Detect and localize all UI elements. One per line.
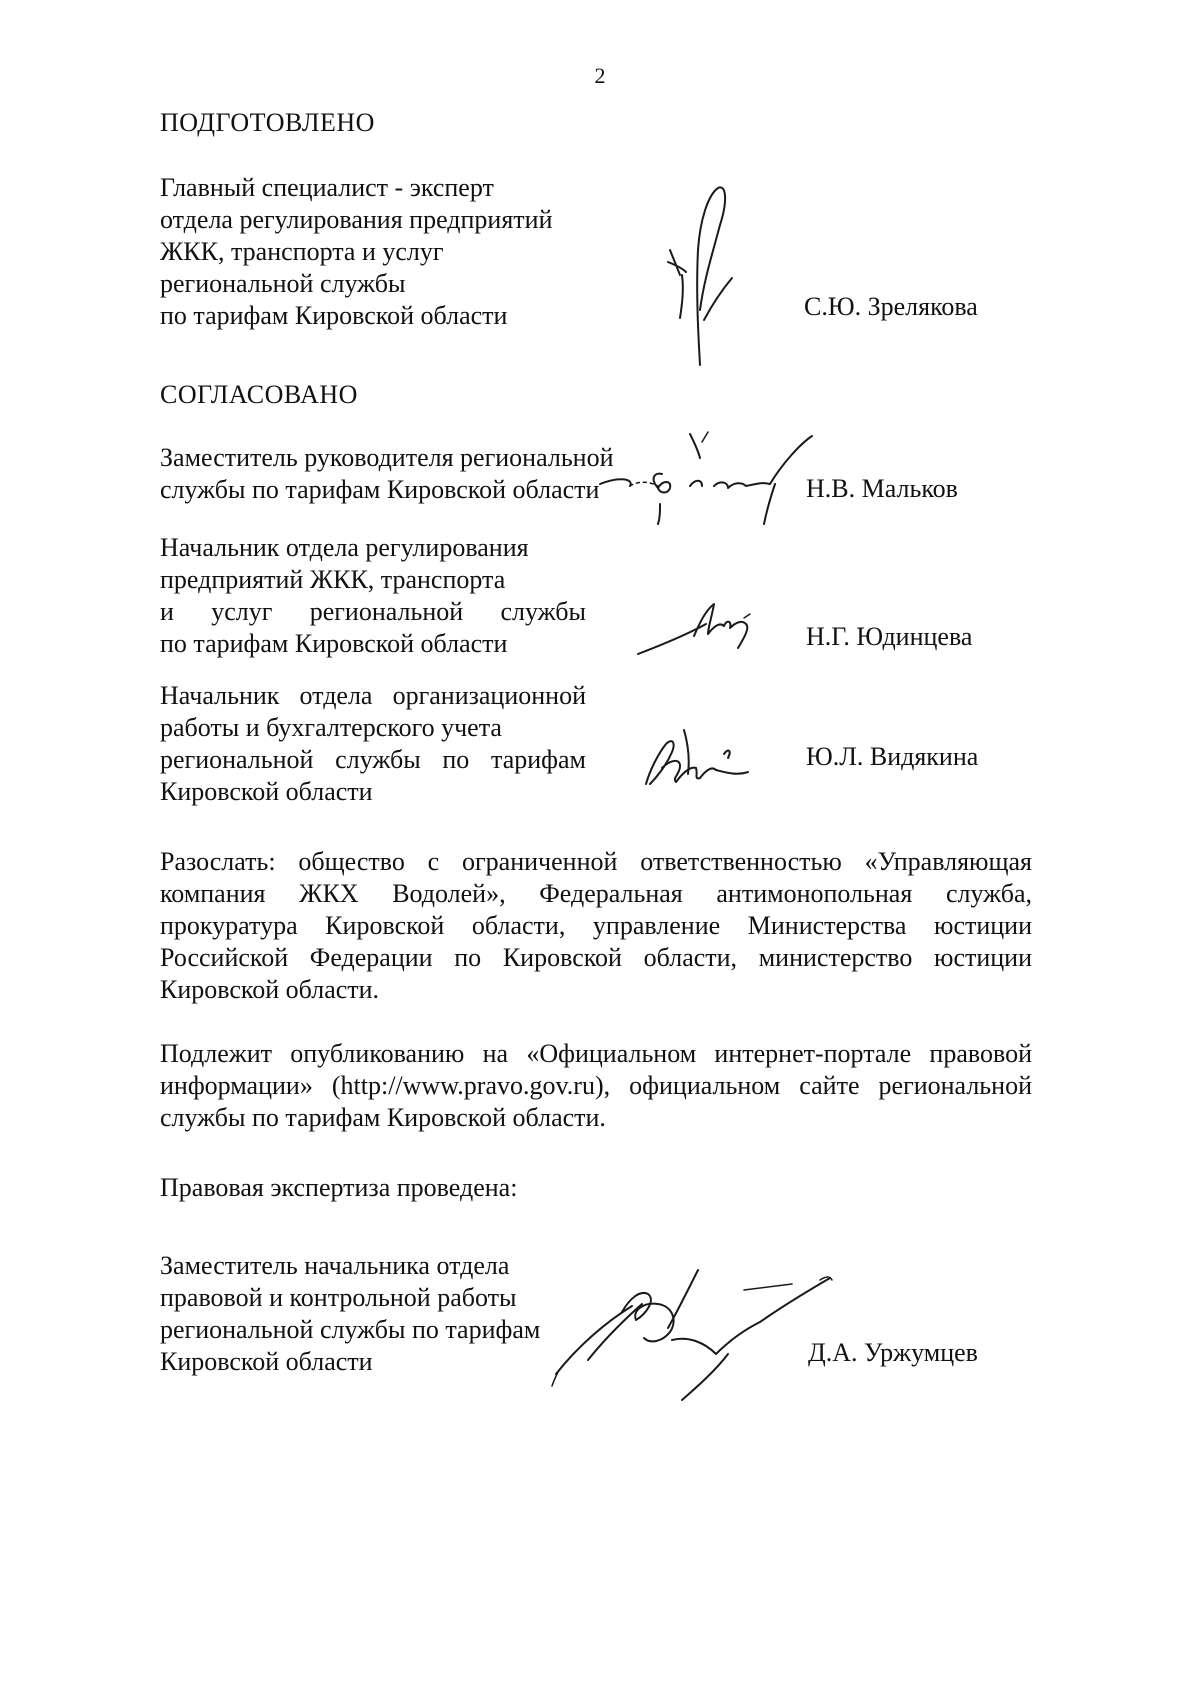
agreed-signer-1-position bbox=[160, 442, 614, 506]
position-line: и услуг региональной службы bbox=[160, 597, 586, 626]
legal-review-heading: Правовая экспертиза проведена: bbox=[160, 1173, 518, 1202]
agreed-signer-1-name: Н.В. Мальков bbox=[806, 474, 958, 503]
prepared-position bbox=[160, 172, 553, 332]
agreed-signer-2-name: Н.Г. Юдинцева bbox=[806, 622, 973, 651]
prepared-name: С.Ю. Зрелякова bbox=[804, 292, 978, 321]
prepared-position-line: Главный специалист - эксперт bbox=[160, 173, 494, 202]
position-line: по тарифам Кировской области bbox=[160, 629, 508, 658]
position-line: правовой и контрольной работы bbox=[160, 1283, 517, 1312]
position-line: службы по тарифам Кировской области bbox=[160, 475, 600, 504]
prepared-heading: ПОДГОТОВЛЕНО bbox=[160, 108, 375, 137]
prepared-position-line: отдела регулирования предприятий bbox=[160, 205, 553, 234]
distribution-line: Кировской области. bbox=[160, 975, 380, 1004]
prepared-position-line: ЖКК, транспорта и услуг bbox=[160, 237, 444, 266]
distribution-line: Разослать: общество с ограниченной ответственностью «Управляющая bbox=[160, 847, 1032, 876]
publication-line: информации» (http://www.pravo.gov.ru), официальном сайте региональной bbox=[160, 1071, 1032, 1100]
position-line: Начальник отдела регулирования bbox=[160, 533, 529, 562]
page-number: 2 bbox=[594, 63, 606, 88]
agreed-signer-3-position bbox=[160, 680, 586, 808]
publication-line: службы по тарифам Кировской области. bbox=[160, 1103, 606, 1132]
position-line: Начальник отдела организационной bbox=[160, 681, 586, 710]
position-line: предприятий ЖКК, транспорта bbox=[160, 565, 506, 594]
agreed-signer-2-position bbox=[160, 532, 586, 660]
signature-yudintseva bbox=[634, 598, 764, 660]
position-line: Кировской области bbox=[160, 1347, 373, 1376]
signature-zrelyakova bbox=[660, 180, 750, 370]
position-line: региональной службы по тарифам bbox=[160, 1315, 541, 1344]
prepared-position-line: региональной службы bbox=[160, 269, 406, 298]
legal-review-position bbox=[160, 1250, 540, 1378]
distribution-line: Российской Федерации по Кировской области, министерство юстиции bbox=[160, 943, 1032, 972]
legal-review-name: Д.А. Уржумцев bbox=[808, 1338, 978, 1367]
position-line: Заместитель руководителя региональной bbox=[160, 443, 614, 472]
agreed-heading: СОГЛАСОВАНО bbox=[160, 380, 358, 409]
distribution-line: прокуратура Кировской области, управление Министерства юстиции bbox=[160, 911, 1032, 940]
agreed-signer-3-name: Ю.Л. Видякина bbox=[806, 742, 979, 771]
signature-urzhumtsev bbox=[548, 1250, 848, 1410]
prepared-position-line: по тарифам Кировской области bbox=[160, 301, 508, 330]
distribution-paragraph bbox=[160, 846, 1032, 1006]
position-line: Кировской области bbox=[160, 777, 373, 806]
distribution-line: компания ЖКХ Водолей», Федеральная антимонопольная служба, bbox=[160, 879, 1032, 908]
signature-vidyakina bbox=[636, 724, 766, 800]
position-line: работы и бухгалтерского учета bbox=[160, 713, 502, 742]
publication-line: Подлежит опубликованию на «Официальном интернет-портале правовой bbox=[160, 1039, 1032, 1068]
position-line: Заместитель начальника отдела bbox=[160, 1251, 510, 1280]
signature-malkov bbox=[590, 424, 820, 534]
publication-paragraph bbox=[160, 1038, 1032, 1134]
position-line: региональной службы по тарифам bbox=[160, 745, 586, 774]
